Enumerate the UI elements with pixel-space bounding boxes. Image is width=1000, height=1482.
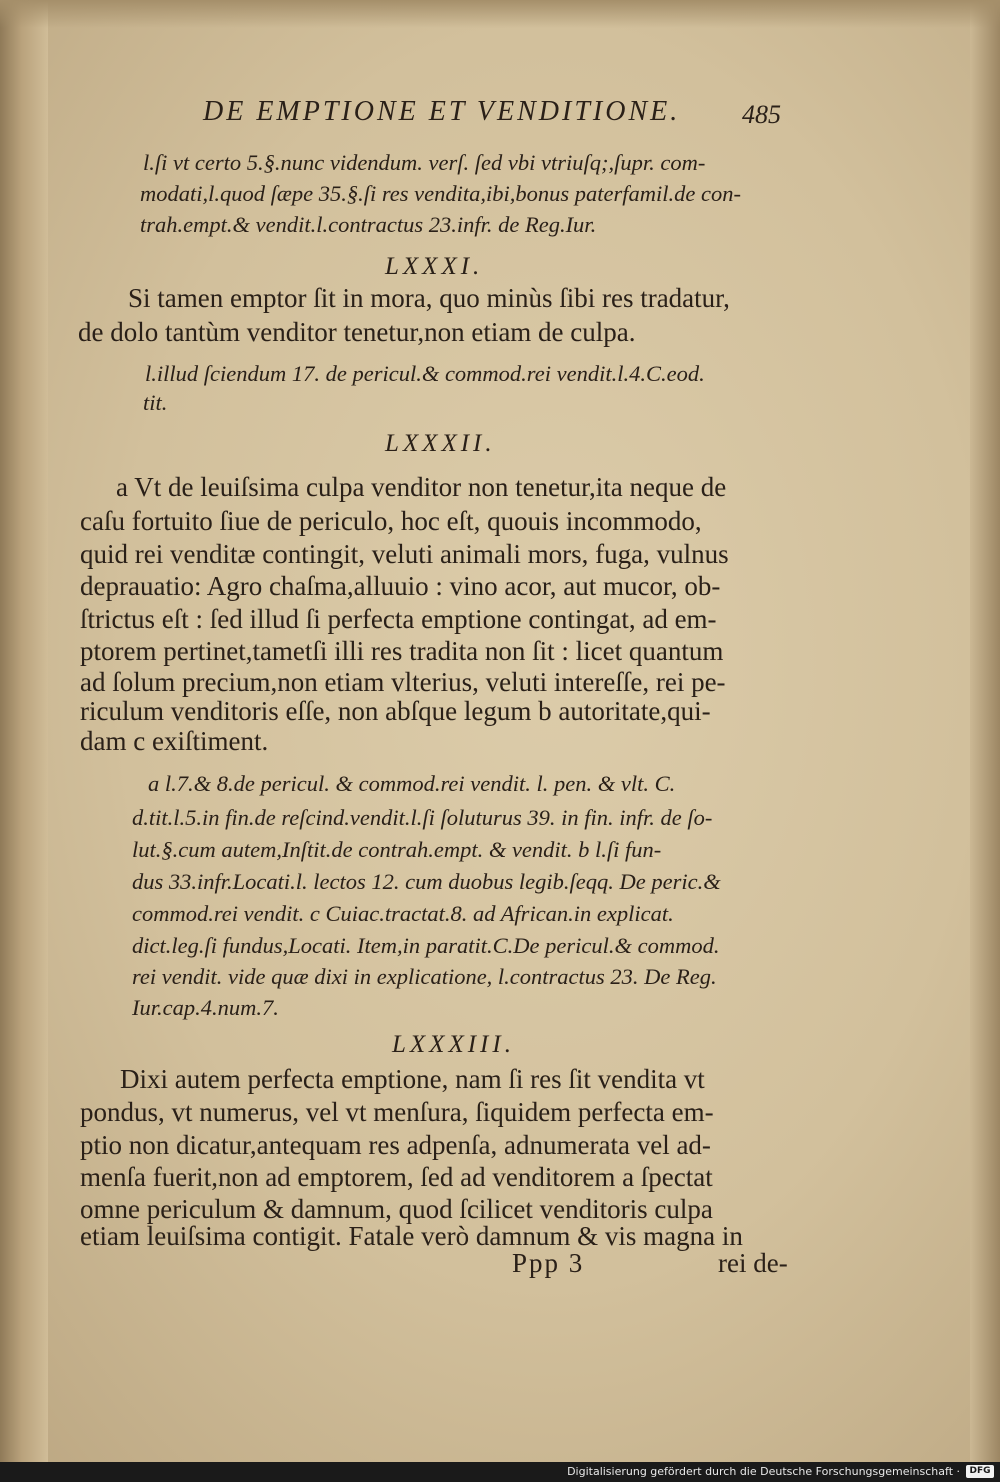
page-edge-right xyxy=(970,0,1000,1462)
note-line: l.illud ſciendum 17. de pericul.& commod.rei vendit.l.4.C.eod. xyxy=(145,361,705,386)
note-line: dict.leg.ſi fundus,Locati. Item,in paratit.C.De pericul.& commod. xyxy=(132,933,720,958)
text-line: de dolo tantùm venditor tenetur,non etiam de culpa. xyxy=(78,317,636,347)
text-line: deprauatio: Agro chaſma,alluuio : vino acor, aut mucor, ob- xyxy=(80,571,721,601)
note-line: lut.§.cum autem,Inſtit.de contrah.empt. & vendit. b l.ſi fun- xyxy=(132,837,662,862)
text-line: ptorem pertinet,tametſi illi res tradita non ſit : licet quantum xyxy=(80,636,724,666)
note-line: commod.rei vendit. c Cuiac.tractat.8. ad African.in explicat. xyxy=(132,901,674,926)
dfg-logo: DFG xyxy=(966,1465,994,1478)
note-line: trah.empt.& vendit.l.contractus 23.infr. de Reg.Iur. xyxy=(140,212,597,237)
text-line: menſa fuerit,non ad emptorem, ſed ad venditorem a ſpectat xyxy=(80,1162,713,1192)
section-heading: LXXXII. xyxy=(385,430,496,457)
text-line: a Vt de leuiſsima culpa venditor non tenetur,ita neque de xyxy=(116,472,727,502)
page-gutter-shadow xyxy=(0,0,48,1462)
page-edge-top xyxy=(0,0,1000,28)
text-line: ad ſolum precium,non etiam vlterius, veluti intereſſe, rei pe- xyxy=(80,667,726,697)
text-line: pondus, vt numerus, vel vt menſura, ſiquidem perfecta em- xyxy=(80,1097,714,1127)
note-line: d.tit.l.5.in fin.de reſcind.vendit.l.ſi ſoluturus 39. in fin. infr. de ſo- xyxy=(132,805,713,830)
note-line: rei vendit. vide quæ dixi in explicatione, l.contractus 23. De Reg. xyxy=(132,964,717,989)
text-line: ptio non dicatur,antequam res adpenſa, adnumerata vel ad- xyxy=(80,1130,711,1160)
text-line: etiam leuiſsima contigit. Fatale verò damnum & vis magna in xyxy=(80,1221,743,1251)
text-line: caſu fortuito ſiue de periculo, hoc eſt, quouis incommodo, xyxy=(80,506,702,536)
text-line: quid rei venditæ contingit, veluti animali mors, fuga, vulnus xyxy=(80,539,729,569)
signature-mark: Ppp 3 xyxy=(512,1248,585,1278)
catchword: rei de- xyxy=(718,1248,788,1278)
note-line: a l.7.& 8.de pericul. & commod.rei vendit. l. pen. & vlt. C. xyxy=(148,771,676,796)
text-line: ſtrictus eſt : ſed illud ſi perfecta emptione contingat, ad em- xyxy=(80,604,717,634)
section-heading: LXXXI. xyxy=(385,253,484,280)
footer-bar xyxy=(0,1462,1000,1482)
page-number: 485 xyxy=(742,100,781,129)
note-line: dus 33.infr.Locati.l. lectos 12. cum duobus legib.ſeqq. De peric.& xyxy=(132,869,721,894)
note-line: Iur.cap.4.num.7. xyxy=(132,995,279,1020)
note-line: l.ſi vt certo 5.§.nunc videndum. verſ. ſed vbi vtriuſq;,ſupr. com- xyxy=(143,150,706,175)
text-line: Si tamen emptor ſit in mora, quo minùs ſibi res tradatur, xyxy=(128,283,730,313)
text-line: omne periculum & damnum, quod ſcilicet venditoris culpa xyxy=(80,1194,713,1224)
note-line: modati,l.quod ſæpe 35.§.ſi res vendita,ibi,bonus paterfamil.de con- xyxy=(140,181,741,206)
running-title: DE EMPTIONE ET VENDITIONE. xyxy=(203,96,681,127)
section-heading: LXXXIII. xyxy=(392,1031,515,1058)
funding-credit: Digitalisierung gefördert durch die Deutsche Forschungsgemeinschaft · xyxy=(567,1465,960,1478)
note-line: tit. xyxy=(143,390,168,415)
text-line: Dixi autem perfecta emptione, nam ſi res ſit vendita vt xyxy=(120,1064,705,1094)
text-line: dam c exiſtiment. xyxy=(80,726,269,756)
text-line: riculum venditoris eſſe, non abſque legum b autoritate,qui- xyxy=(80,696,711,726)
